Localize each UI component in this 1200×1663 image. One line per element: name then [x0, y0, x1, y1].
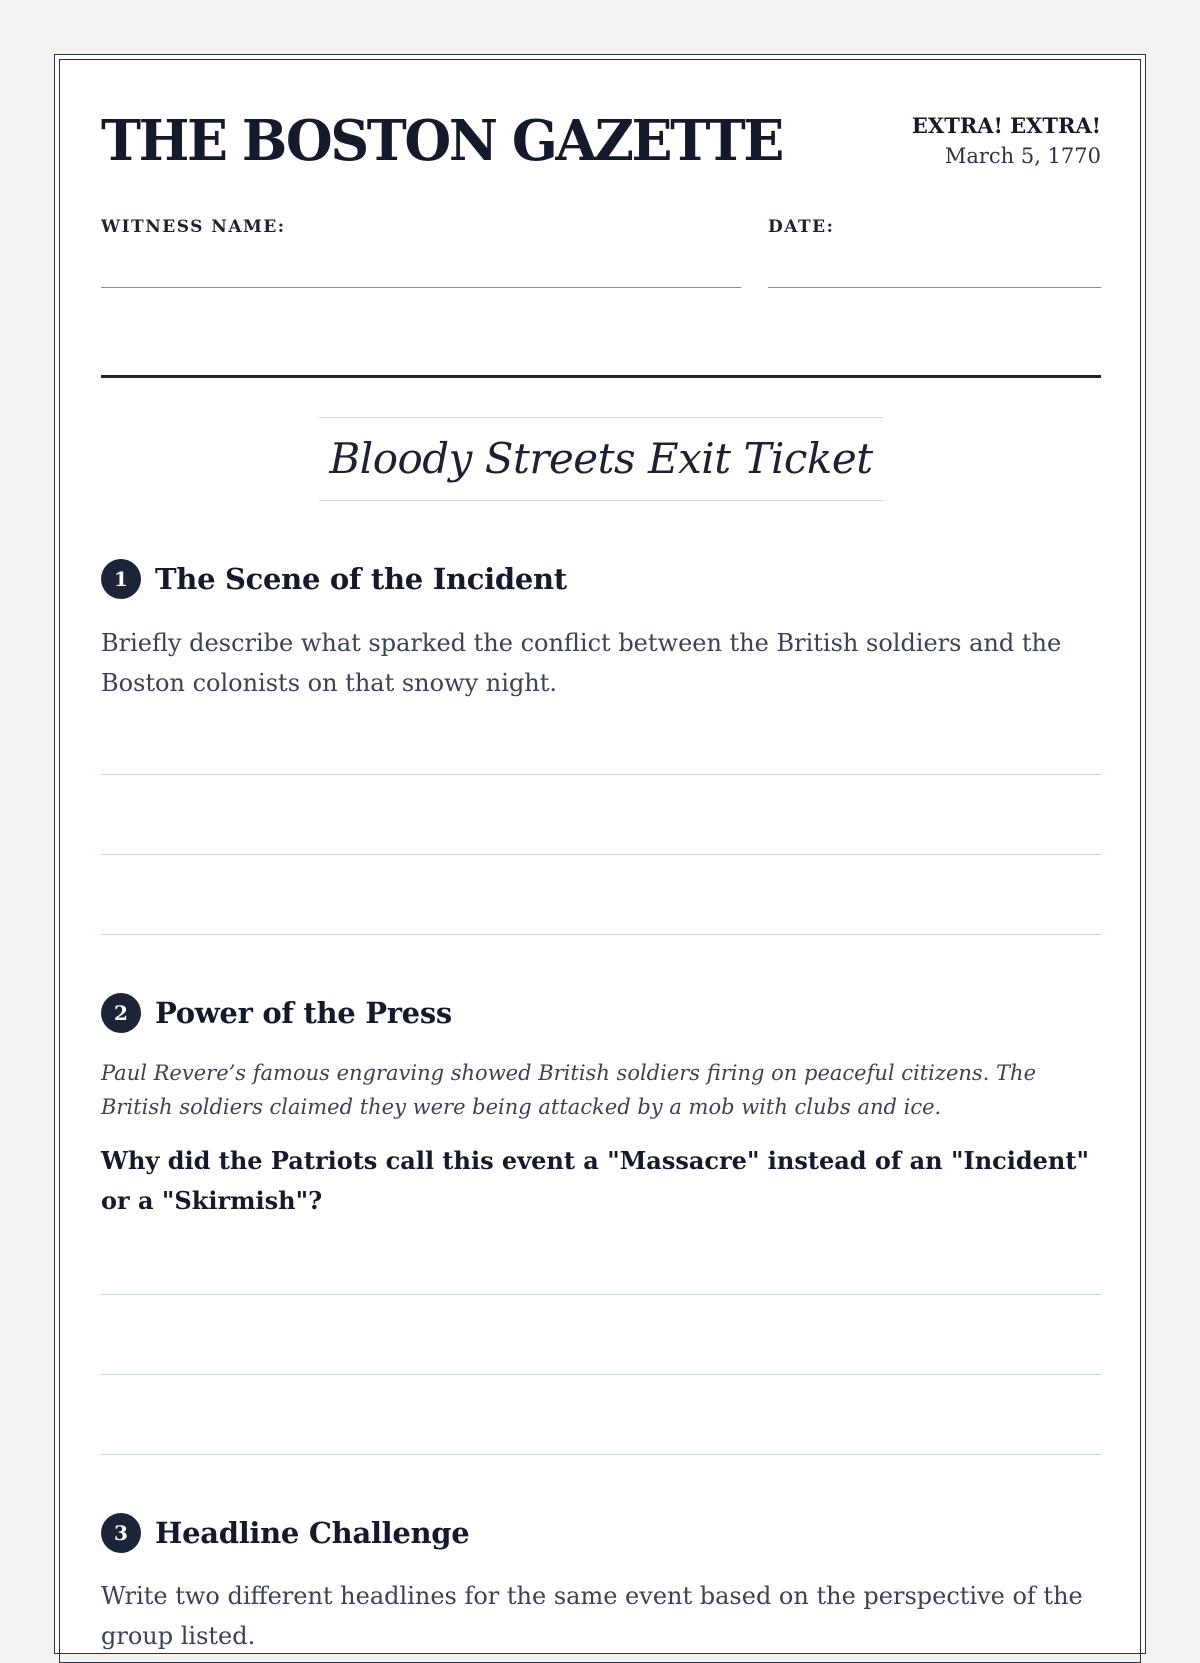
witness-name-label: WITNESS NAME: — [101, 217, 286, 237]
question-title: Headline Challenge — [155, 1516, 470, 1550]
answer-line[interactable] — [101, 1294, 1101, 1295]
question-title: Power of the Press — [155, 996, 452, 1030]
masthead — [101, 105, 1101, 205]
question-3-heading — [101, 1513, 469, 1553]
question-number-badge: 2 — [101, 993, 141, 1033]
question-1-heading — [101, 559, 567, 599]
ticket-title: Bloody Streets Exit Ticket — [329, 434, 873, 483]
question-1-prompt: Briefly describe what sparked the conflict between the British soldiers and the Boston colonists on that snowy night. — [101, 629, 1062, 697]
question-number-badge: 1 — [101, 559, 141, 599]
header-divider — [101, 375, 1101, 378]
answer-line[interactable] — [101, 774, 1101, 775]
answer-line[interactable] — [101, 1454, 1101, 1455]
question-3-prompt: Write two different headlines for the same event based on the perspective of the group listed. — [101, 1582, 1083, 1650]
question-number-badge: 3 — [101, 1513, 141, 1553]
date-label: DATE: — [768, 217, 835, 237]
newspaper-title: THE BOSTON GAZETTE — [101, 108, 782, 174]
date-field[interactable] — [768, 287, 1101, 288]
witness-name-field[interactable] — [101, 287, 741, 288]
question-title: The Scene of the Incident — [155, 562, 567, 596]
ticket-title-box — [319, 417, 883, 501]
question-2-context: Paul Revere’s famous engraving showed British soldiers firing on peaceful citizens. The British soldiers claimed they were being attacked by a mob with clubs and ice. — [101, 1061, 1037, 1119]
masthead-date: March 5, 1770 — [944, 144, 1101, 168]
question-2-prompt: Why did the Patriots call this event a "Massacre" instead of an "Incident" or a "Skirmish"? — [101, 1146, 1089, 1215]
answer-line[interactable] — [101, 934, 1101, 935]
header-fields — [101, 205, 1101, 315]
answer-line[interactable] — [101, 1374, 1101, 1375]
question-2-heading — [101, 993, 452, 1033]
worksheet-page — [54, 54, 1146, 1654]
masthead-extra — [912, 113, 1101, 168]
extra-label: EXTRA! EXTRA! — [911, 113, 1101, 138]
worksheet-content — [101, 105, 1101, 1650]
answer-line[interactable] — [101, 854, 1101, 855]
